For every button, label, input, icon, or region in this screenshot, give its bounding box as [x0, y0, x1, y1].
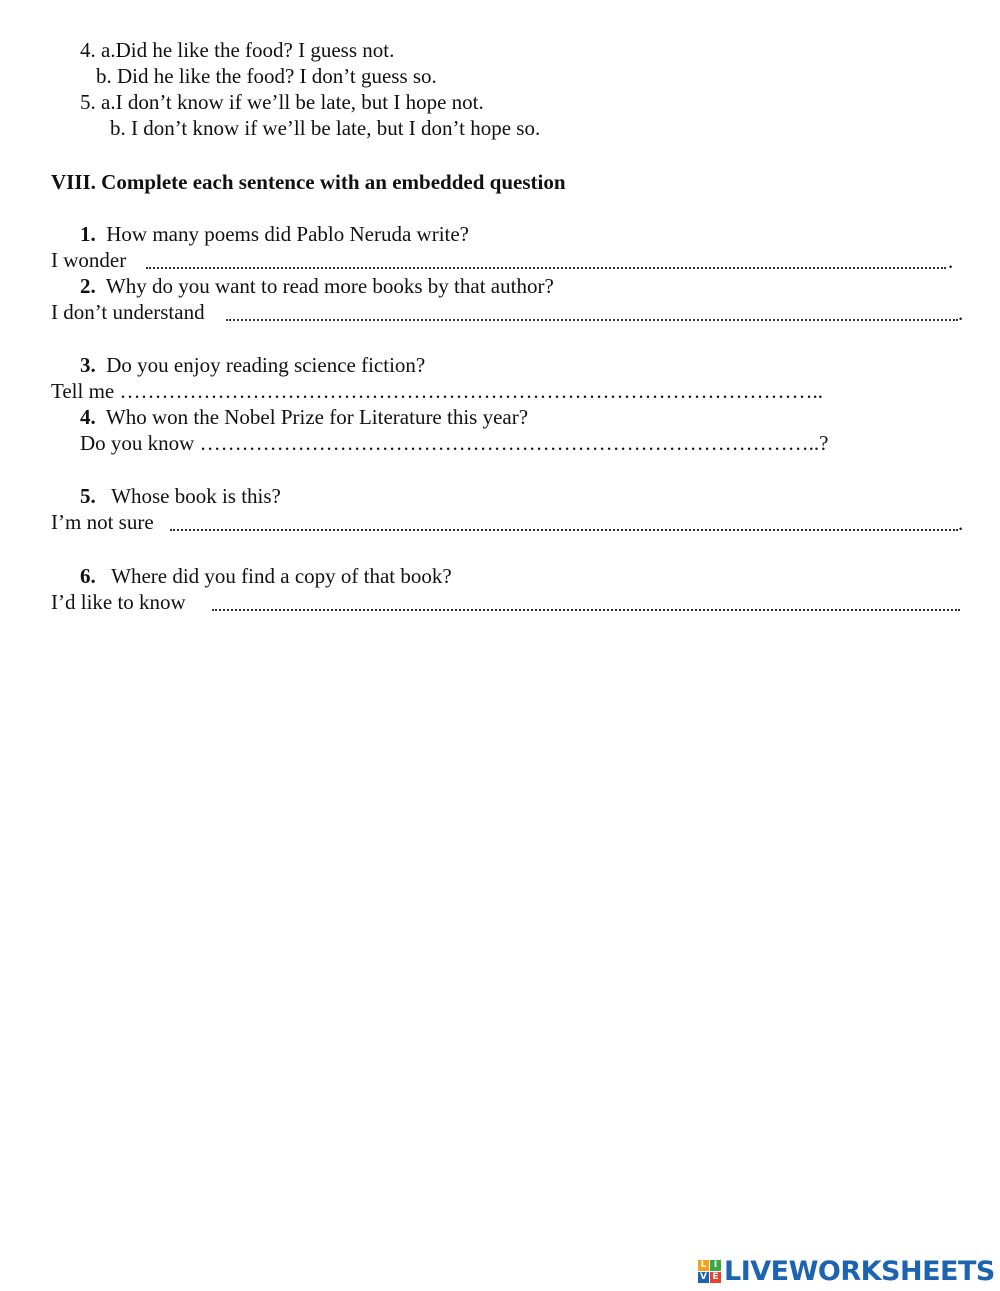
logo-block: E	[710, 1272, 721, 1283]
question-text: Where did you find a copy of that book?	[111, 564, 452, 588]
item-5b: b. I don’t know if we’ll be late, but I don’t hope so.	[110, 116, 541, 140]
prompt-1: I wonder	[51, 248, 127, 272]
question-number: 5.	[80, 484, 96, 508]
question-number: 2.	[80, 274, 96, 298]
logo-block: V	[698, 1272, 709, 1283]
answer-blank-2[interactable]	[226, 319, 958, 321]
question-number: 4.	[80, 405, 96, 429]
question-3	[80, 353, 425, 377]
item-4a: 4. a.Did he like the food? I guess not.	[80, 38, 395, 62]
prompt-3[interactable]: Tell me ………………………………………………………………………………………..	[51, 379, 824, 403]
logo-block: I	[710, 1260, 721, 1271]
question-2	[80, 274, 554, 298]
answer-blank-5[interactable]	[170, 529, 958, 531]
question-1	[80, 222, 469, 246]
logo-text: LIVEWORKSHEETS	[724, 1255, 995, 1287]
prompt-5: I’m not sure	[51, 510, 154, 534]
question-number: 3.	[80, 353, 96, 377]
answer-blank-1[interactable]	[146, 267, 946, 269]
liveworksheets-logo	[698, 1256, 995, 1286]
logo-block: L	[698, 1260, 709, 1271]
question-5	[80, 484, 281, 508]
prompt-4[interactable]: Do you know ……………………………………………………………………………..?	[80, 431, 829, 455]
item-5a: 5. a.I don’t know if we’ll be late, but I hope not.	[80, 90, 484, 114]
question-text: Why do you want to read more books by that author?	[105, 274, 554, 298]
end-punct-1: .	[948, 249, 954, 273]
end-punct-2: .	[958, 301, 964, 325]
question-4	[80, 405, 528, 429]
prompt-2: I don’t understand	[51, 300, 205, 324]
section-heading: VIII. Complete each sentence with an embedded question	[51, 170, 566, 194]
end-punct-5: .	[958, 511, 964, 535]
item-4b: b. Did he like the food? I don’t guess so.	[96, 64, 437, 88]
question-text: Who won the Nobel Prize for Literature this year?	[105, 405, 529, 429]
prompt-6: I’d like to know	[51, 590, 186, 614]
question-text: Do you enjoy reading science fiction?	[106, 353, 426, 377]
question-text: How many poems did Pablo Neruda write?	[106, 222, 470, 246]
question-number: 6.	[80, 564, 96, 588]
question-6	[80, 564, 452, 588]
question-number: 1.	[80, 222, 96, 246]
question-text: Whose book is this?	[111, 484, 281, 508]
logo-mark-icon	[698, 1260, 721, 1283]
answer-blank-6[interactable]	[212, 609, 960, 611]
